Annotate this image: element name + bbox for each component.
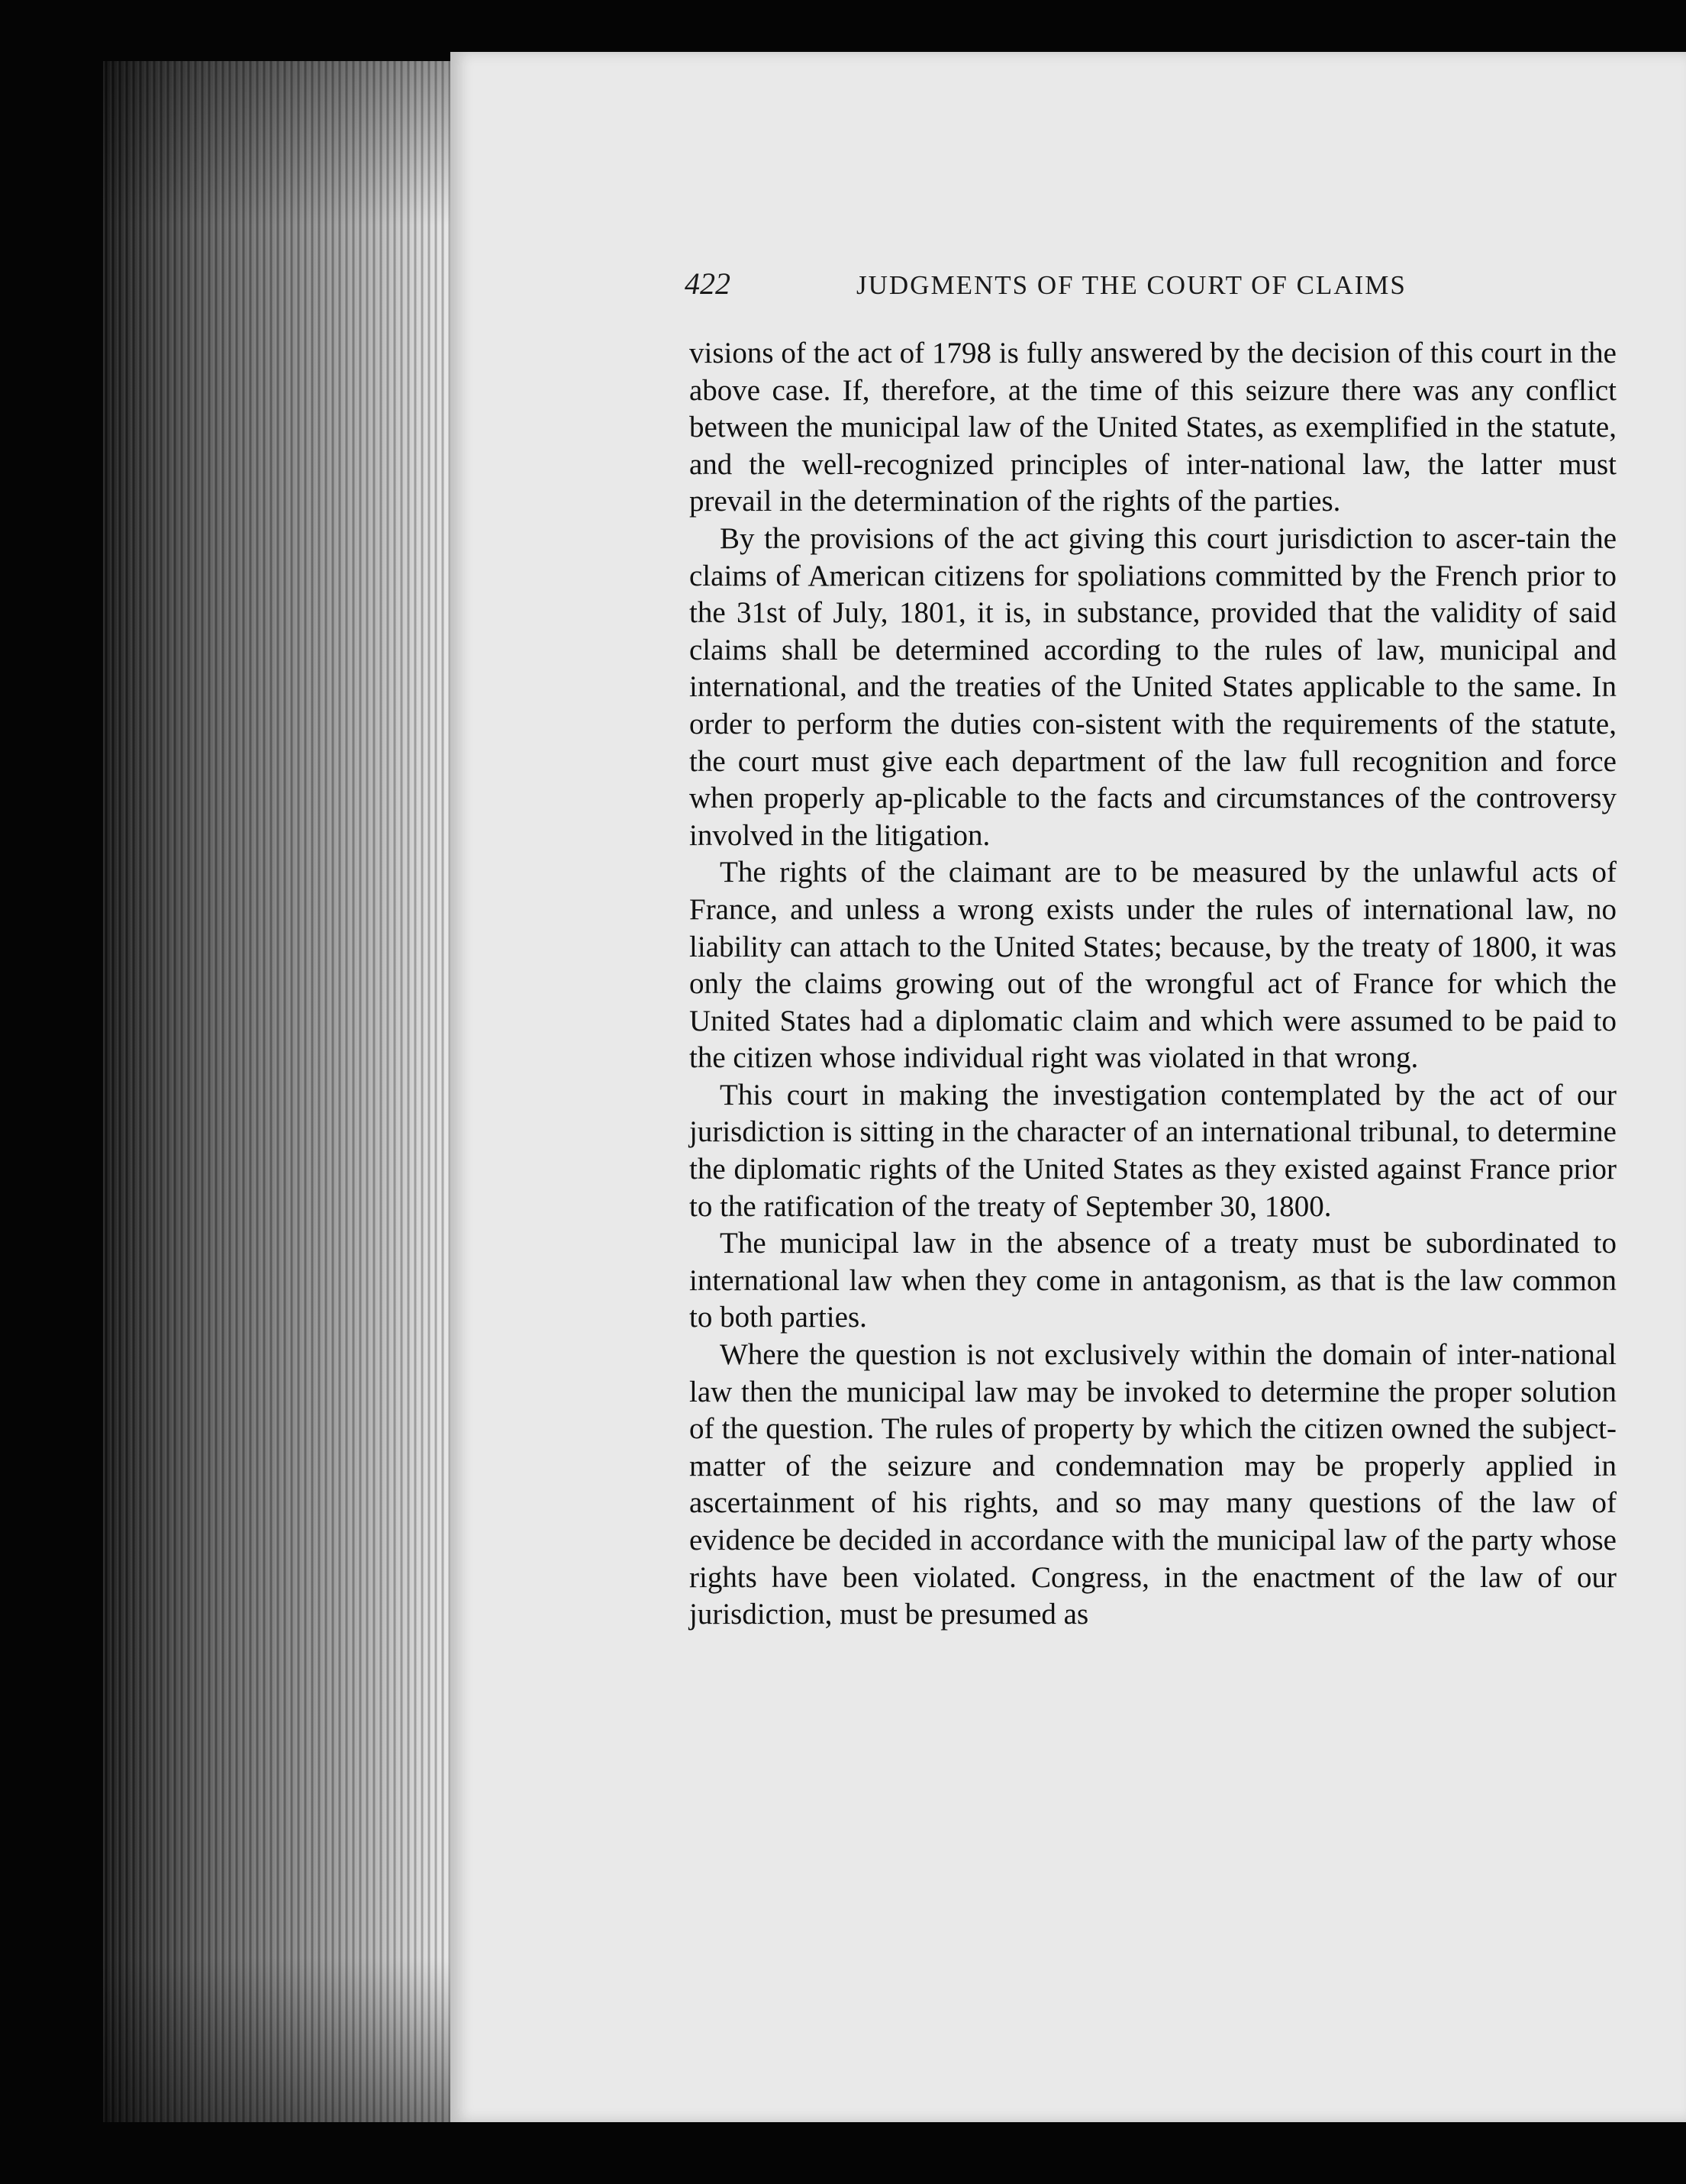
paragraph: The municipal law in the absence of a treaty must be subordinated to international law when they come in antagonism, as that is the law common to both parties. [689,1227,1617,1334]
paragraph: Where the question is not exclusively within the domain of inter-national law then the municipal law may be invoked to determine the proper solution of the question. The rules of property by which the citizen owned the subject-matter of the seizure and condemnation may be properly applied in ascertainment of his rights, and so may many questions of the law of evidence be decided in accordance with the municipal law of the party whose rights have been violated. Congress, in the enactment of the law of our jurisdiction, must be presumed as [689,1338,1617,1631]
paragraph: This court in making the investigation contemplated by the act of our jurisdiction is sitting in the character of an international tribunal, to determine the diplomatic rights of the United States as they existed against France prior to the ratification of the treaty of September 30, 1800. [689,1078,1617,1223]
running-title: JUDGMENTS OF THE COURT OF CLAIMS [856,270,1407,300]
page-number: 422 [685,266,730,301]
running-head [685,266,1407,311]
book-page [450,52,1686,2122]
paragraph: By the provisions of the act giving this court jurisdiction to ascer-tain the claims of American citizens for spoliations committed by the French prior to the 31st of July, 1801, it is, in substance, provided that the validity of said claims shall be determined according to the rules of law, municipal and international, and the treaties of the United States applicable to the same. In order to perform the duties con-sistent with the requirements of the statute, the court must give each department of the law full recognition and force when properly ap-plicable to the facts and circumstances of the controversy involved in the litigation. [689,521,1617,852]
body-text [689,335,1617,1634]
paragraph: visions of the act of 1798 is fully answered by the decision of this court in the above case. If, therefore, at the time of this seizure there was any conflict between the municipal law of the United States, as exemplified in the statute, and the well-recognized principles of inter-national law, the latter must prevail in the determination of the rights of the parties. [689,337,1617,518]
page-stack-edge [103,61,450,2122]
paragraph: The rights of the claimant are to be measured by the unlawful acts of France, and unless a wrong exists under the rules of international law, no liability can attach to the United States; because, by the treaty of 1800, it was only the claims growing out of the wrongful act of France for which the United States had a diplomatic claim and which were assumed to be paid to the citizen whose individual right was violated in that wrong. [689,856,1617,1075]
